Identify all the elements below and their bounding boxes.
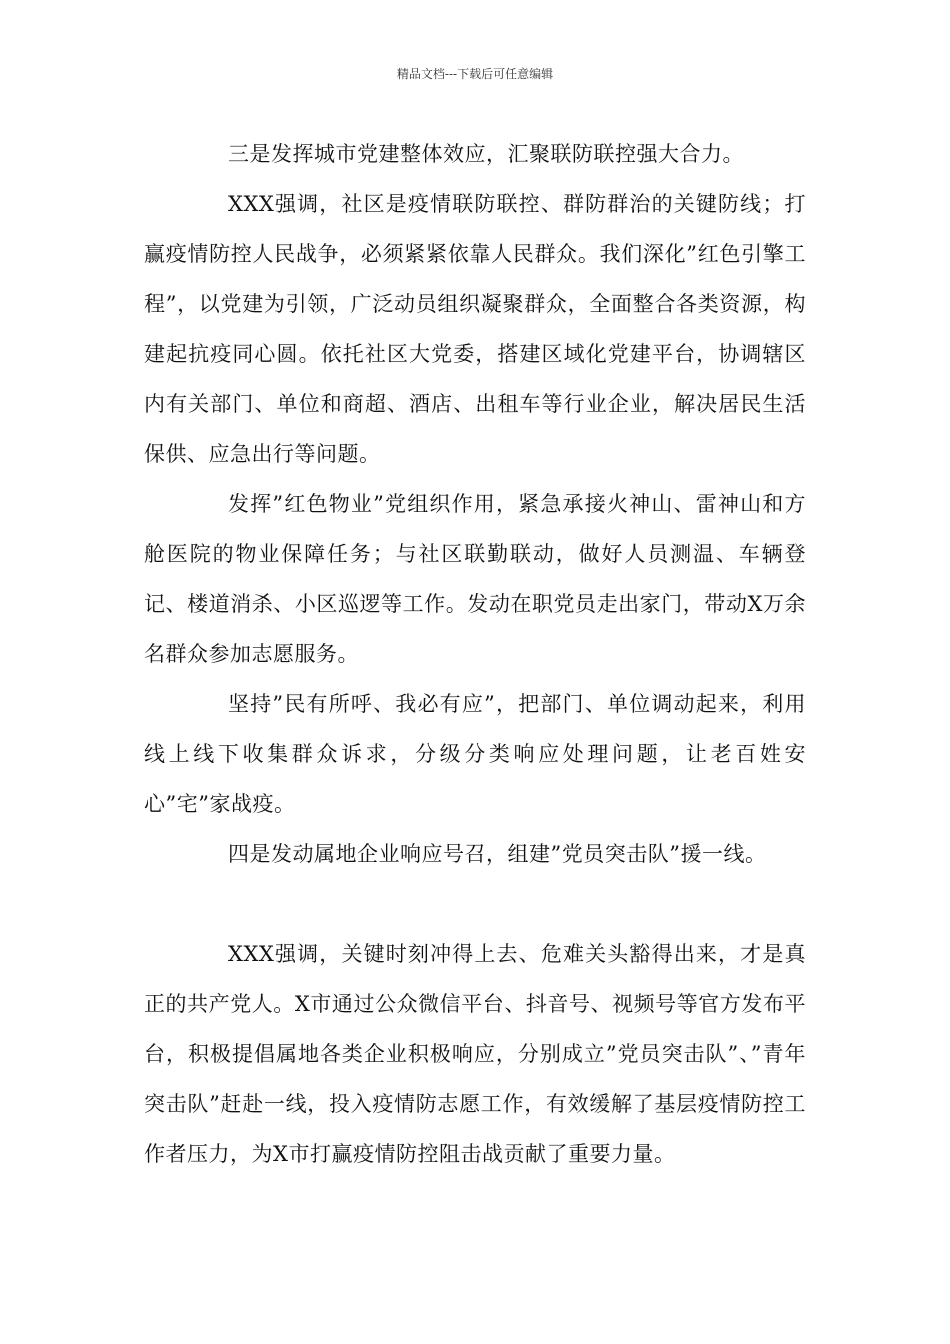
paragraph-spacer <box>144 879 806 929</box>
paragraph-section-three-heading: 三是发挥城市党建整体效应，汇聚联防联控强大合力。 <box>228 142 744 166</box>
paragraph-respond-to-people: 坚持”民有所呼、我必有应”，把部门、单位调动起来，利用线上线下收集群众诉求，分级分类响应处理问题，让老百姓安心”宅”家战疫。 <box>144 692 806 816</box>
paragraph-party-commando: XXX强调，关键时刻冲得上去、危难关头豁得出来，才是真正的共产党人。X市通过公众微信平台、抖音号、视频号等官方发布平台，积极提倡属地各类企业积极响应，分别成立”党员突击队”、”青年突击队”赶赴一线，投入疫情防志愿工作，有效缓解了基层疫情防控工作者压力，为X市打赢疫情防控阻击战贡献了重要力量。 <box>144 942 806 1166</box>
page-header: 精品文档---下载后可任意编辑 <box>396 67 554 81</box>
paragraph-section-four-heading: 四是发动属地企业响应号召，组建”党员突击队”援一线。 <box>228 842 767 866</box>
document-body <box>144 129 806 1179</box>
paragraph-red-property: 发挥”红色物业”党组织作用，紧急承接火神山、雷神山和方舱医院的物业保障任务；与社区联勤联动，做好人员测温、车辆登记、楼道消杀、小区巡逻等工作。发动在职党员走出家门，带动X万余名群众参加志愿服务。 <box>144 492 806 666</box>
paragraph-community-defense: XXX强调，社区是疫情联防联控、群防群治的关键防线；打赢疫情防控人民战争，必须紧紧依靠人民群众。我们深化”红色引擎工程”，以党建为引领，广泛动员组织凝聚群众，全面整合各类资源，构建起抗疫同心圆。依托社区大党委，搭建区域化党建平台，协调辖区内有关部门、单位和商超、酒店、出租车等行业企业，解决居民生活保供、应急出行等问题。 <box>144 192 806 466</box>
